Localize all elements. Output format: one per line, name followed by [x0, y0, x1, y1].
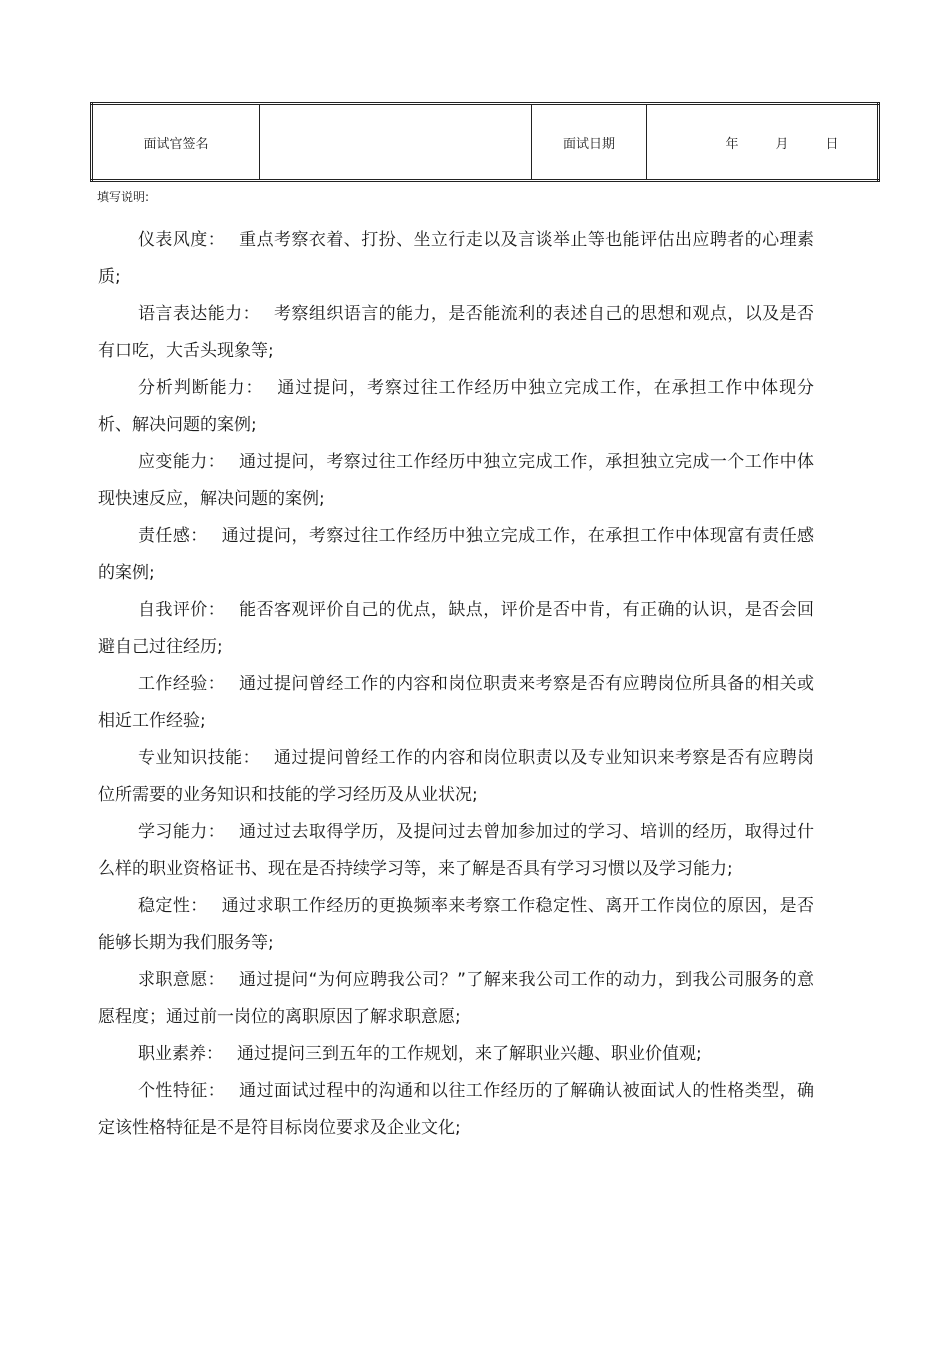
note-term: 学习能力： [138, 822, 226, 842]
note-term: 职业素养： [138, 1044, 223, 1064]
note-desc: 通过提问，考察过往工作经历中独立完成工作，承担独立完成一个工作中体现快速反应，解决问题的案例; [98, 452, 815, 509]
signature-table [90, 102, 880, 182]
note-term: 个性特征： [138, 1081, 226, 1101]
note-desc: 通过求职工作经历的更换频率来考察工作稳定性、离开工作岗位的原因，是否能够长期为我们服务等; [98, 896, 815, 953]
note-item [98, 1073, 814, 1147]
notes-title: 填写说明: [97, 190, 150, 204]
note-desc: 重点考察衣着、打扮、坐立行走以及言谈举止等也能评估出应聘者的心理素质; [98, 230, 815, 287]
note-term: 自我评价： [138, 600, 226, 620]
date-parts [647, 133, 877, 152]
note-term: 责任感： [138, 526, 208, 546]
note-item [98, 222, 814, 296]
date-day-label: 日 [825, 136, 839, 152]
interviewer-signature-field[interactable] [260, 104, 532, 181]
note-desc: 通过提问曾经工作的内容和岗位职责以及专业知识来考察是否有应聘岗位所需要的业务知识和技能的学习经历及从业状况; [98, 748, 815, 805]
signature-row [92, 104, 879, 181]
note-desc: 通过过去取得学历，及提问过去曾加参加过的学习、培训的经历，取得过什么样的职业资格证书、现在是否持续学习等，来了解是否具有学习习惯以及学习能力; [98, 822, 815, 879]
note-desc: 通过提问曾经工作的内容和岗位职责来考察是否有应聘岗位所具备的相关或相近工作经验; [98, 674, 815, 731]
note-term: 仪表风度： [138, 230, 226, 250]
note-desc: 通过提问，考察过往工作经历中独立完成工作，在承担工作中体现分析、解决问题的案例; [98, 378, 815, 435]
note-term: 专业知识技能： [138, 748, 261, 768]
notes-content [98, 222, 814, 1147]
note-term: 应变能力： [138, 452, 226, 472]
note-term: 稳定性： [138, 896, 208, 916]
date-month-label: 月 [775, 136, 789, 152]
note-term: 工作经验： [138, 674, 226, 694]
note-item [98, 1036, 814, 1073]
note-item [98, 962, 814, 1036]
note-desc: 考察组织语言的能力，是否能流利的表述自己的思想和观点，以及是否有口吃，大舌头现象等; [98, 304, 815, 361]
note-desc: 通过提问“为何应聘我公司？”了解来我公司工作的动力，到我公司服务的意愿程度；通过前一岗位的离职原因了解求职意愿; [98, 970, 814, 1027]
date-year-label: 年 [725, 136, 739, 152]
note-item [98, 518, 814, 592]
note-item [98, 740, 814, 814]
note-item [98, 592, 814, 666]
note-desc: 通过提问三到五年的工作规划，来了解职业兴趣、职业价值观; [237, 1044, 702, 1064]
note-item [98, 666, 814, 740]
note-term: 分析判断能力： [138, 378, 264, 398]
note-item [98, 296, 814, 370]
note-term: 语言表达能力： [138, 304, 261, 324]
note-item [98, 370, 814, 444]
interviewer-signature-label: 面试官签名 [92, 104, 260, 181]
note-desc: 能否客观评价自己的优点，缺点，评价是否中肯，有正确的认识，是否会回避自己过往经历; [98, 600, 815, 657]
note-item [98, 444, 814, 518]
note-term: 求职意愿： [138, 970, 226, 990]
note-item [98, 888, 814, 962]
note-desc: 通过提问，考察过往工作经历中独立完成工作，在承担工作中体现富有责任感的案例; [98, 526, 815, 583]
note-desc: 通过面试过程中的沟通和以往工作经历的了解确认被面试人的性格类型，确定该性格特征是不是符目标岗位要求及企业文化; [98, 1081, 815, 1138]
interview-date-label: 面试日期 [532, 104, 647, 181]
note-item [98, 814, 814, 888]
interview-date-field[interactable] [647, 104, 879, 181]
